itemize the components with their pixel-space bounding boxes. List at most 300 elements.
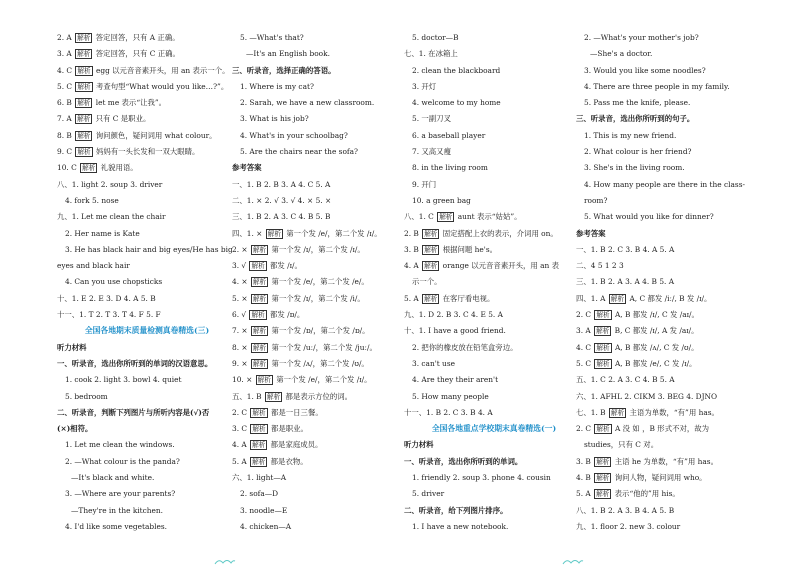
- item-number: 十、1. E: [57, 293, 87, 303]
- item-text: 都发 /ɒ/。: [270, 310, 305, 320]
- answer-line: [576, 242, 756, 258]
- item-number: 3. A: [576, 326, 591, 336]
- item-text: 答定回答，只有 C 正确。: [95, 49, 180, 59]
- answer-line: [576, 340, 756, 356]
- item-text: 询问颜色，疑问词用 what colour。: [95, 130, 217, 140]
- item-number: 四、1. A: [576, 293, 606, 303]
- answer-line: [232, 356, 412, 372]
- item-number: 5. 一副刀叉: [412, 114, 451, 124]
- answer-line: [576, 63, 756, 79]
- item-number: 十一、1. B: [404, 407, 442, 417]
- answer-line: [232, 177, 412, 193]
- analysis-tag: 解析: [252, 457, 266, 466]
- answer-line: [57, 519, 237, 535]
- item-text: 2. E 3. D 4. A 5. B: [88, 293, 156, 303]
- item-text: 主语为单数，“有”用 has。: [629, 407, 719, 417]
- column-4: [576, 30, 756, 535]
- analysis-tag: 解析: [77, 115, 91, 124]
- answer-line: [404, 128, 584, 144]
- item-number: 8. in the living room: [412, 163, 488, 173]
- item-number: 三、听录音，选出你所听到的句子。: [576, 114, 695, 124]
- item-text: 第一个发 /uː/，第二个发 /juː/。: [271, 342, 377, 352]
- item-number: 1. Where is my cat?: [240, 81, 314, 91]
- item-text: A, C 都发 /iː/, B 发 /ɪ/。: [629, 293, 712, 303]
- analysis-tag: 解析: [77, 131, 91, 140]
- item-text: 2. new 3. colour: [619, 521, 681, 531]
- analysis-tag: 解析: [251, 262, 265, 271]
- item-text: 都是表示方位的词。: [285, 391, 353, 401]
- answer-line: [404, 63, 584, 79]
- answer-line: [232, 372, 412, 388]
- item-number: 5. How many people: [412, 391, 489, 401]
- analysis-tag: 解析: [252, 343, 267, 352]
- item-text: 2. B 3. C 4. E 5. A: [436, 310, 503, 320]
- item-number: 九、1. Let me clean the chair: [57, 212, 166, 222]
- item-number: 2. C: [576, 310, 592, 320]
- item-number: studies，只有 C 对。: [584, 440, 659, 450]
- answer-line: [232, 144, 412, 160]
- item-number: 3. B: [404, 244, 419, 254]
- answer-line: [57, 95, 237, 111]
- item-number: 1. Let me clean the windows.: [65, 440, 175, 450]
- answer-line: [576, 356, 756, 372]
- item-number: —It's an English book.: [246, 49, 330, 59]
- answer-line: [576, 30, 756, 46]
- item-text: A, B 都发 /ɪ/, C 发 /aɪ/。: [614, 310, 699, 320]
- answer-line: [576, 470, 756, 486]
- analysis-tag: 解析: [252, 327, 267, 336]
- answer-line: [576, 274, 756, 290]
- item-number: 3. can't use: [412, 358, 455, 368]
- item-number: 1. I have a new notebook.: [412, 521, 509, 531]
- item-number: 4. chicken—A: [240, 521, 292, 531]
- item-number: 示一个。: [412, 277, 442, 287]
- item-text: 都是家庭成员。: [270, 440, 323, 450]
- item-number: 5. A: [404, 293, 419, 303]
- item-text: 2. A 3. B 4. A 5. B: [607, 505, 675, 515]
- answer-line: [576, 323, 756, 339]
- item-number: 参考答案: [232, 163, 262, 173]
- item-number: 5. C: [576, 358, 592, 368]
- item-number: 2. —What's your mother's job?: [584, 33, 699, 42]
- answer-line: [576, 307, 756, 323]
- item-number: 4. C: [57, 65, 73, 75]
- item-number: 2. —What colour is the panda?: [65, 456, 180, 466]
- answer-line: [232, 46, 412, 62]
- item-number: 4. fork: [65, 195, 90, 205]
- analysis-tag: 解析: [251, 311, 265, 320]
- item-number: 五、1. C: [576, 375, 606, 385]
- answer-line: [232, 291, 412, 307]
- answer-line: [576, 503, 756, 519]
- item-number: 3. 开灯: [412, 81, 437, 91]
- page-wave-decoration-left: [214, 557, 236, 566]
- item-number: —They're in the kitchen.: [71, 505, 164, 515]
- answer-line: [232, 160, 412, 176]
- analysis-tag: 解析: [424, 245, 438, 254]
- column-1: [57, 30, 237, 535]
- item-text: 主语 he 为单数，“有”用 has。: [614, 456, 718, 466]
- page-wave-decoration-right: [562, 557, 584, 566]
- part-title: 一、听录音，选出你所听到的单词的汉语意思。: [57, 358, 213, 368]
- item-number: 六、1. AFHL: [576, 391, 623, 401]
- item-text: 2. B 3. A 4. C 5. A: [263, 179, 331, 189]
- answer-line: [232, 63, 412, 79]
- item-number: 三、1. B: [232, 212, 262, 222]
- item-text: 2. CIKM 3. BEG 4. DJNO: [624, 391, 718, 401]
- item-text: 都是衣物。: [270, 456, 308, 466]
- analysis-tag: 解析: [252, 359, 267, 368]
- answer-line: [576, 111, 756, 127]
- item-number: 九、1. floor: [576, 521, 618, 531]
- answer-line: [404, 193, 584, 209]
- item-number: 八、1. C: [404, 212, 434, 222]
- item-number: 3. C: [232, 424, 248, 434]
- item-number: 3. noodle—E: [240, 505, 288, 515]
- item-number: 5. A: [576, 489, 591, 499]
- answer-line: [232, 95, 412, 111]
- answer-line: [404, 242, 584, 258]
- item-number: 1. cook: [65, 375, 92, 385]
- item-number: 4. C: [576, 342, 592, 352]
- answer-line: [404, 226, 584, 242]
- item-text: let me 表示“让我”。: [95, 98, 167, 108]
- answer-line: [232, 79, 412, 95]
- analysis-tag: 解析: [252, 425, 266, 434]
- item-text: B, C 都发 /ɪ/, A 发 /aɪ/。: [614, 326, 699, 336]
- item-text: 第一个发 /ʌ/，第二个发 /ʊ/。: [271, 358, 369, 368]
- analysis-tag: 解析: [252, 245, 267, 254]
- item-number: 6. √: [232, 310, 247, 320]
- item-text: 根据问题 he's。: [442, 244, 498, 254]
- answer-line: [404, 95, 584, 111]
- analysis-tag: 解析: [267, 229, 281, 238]
- answer-line: [57, 486, 237, 502]
- analysis-tag: 解析: [596, 311, 610, 320]
- answer-line: [232, 389, 412, 405]
- item-number: 9. C: [57, 147, 73, 157]
- answer-line: [576, 144, 756, 160]
- item-text: 第一个发 /e/，第二个发 /ɪ/。: [276, 375, 372, 385]
- item-number: 5. Are the chairs near the sofa?: [240, 147, 359, 157]
- answer-line: [404, 177, 584, 193]
- answer-line: [57, 177, 237, 193]
- item-text: 第一个发 /ɒ/，第二个发 /ɒ/。: [271, 326, 370, 336]
- answer-line: [232, 111, 412, 127]
- answer-line: [576, 258, 756, 274]
- listening-title: 听力材料: [404, 440, 434, 450]
- section-heading: 全国各地期末质量检测真卷精选(三): [84, 326, 210, 336]
- item-number: 2. ×: [232, 244, 248, 254]
- answer-line: [232, 307, 412, 323]
- answer-line: [57, 372, 237, 388]
- answer-line: [404, 144, 584, 160]
- item-number: 三、1. B: [576, 277, 606, 287]
- answer-line: [576, 79, 756, 95]
- item-number: 八、1. light: [57, 179, 99, 189]
- answer-line: [57, 144, 237, 160]
- item-number: 2. clean the blackboard: [412, 65, 501, 75]
- item-number: 4. Are they their aren't: [412, 375, 499, 385]
- analysis-tag: 解析: [77, 50, 91, 59]
- answer-line: [404, 405, 584, 421]
- answer-line: [57, 503, 237, 519]
- answer-line: [404, 356, 584, 372]
- item-text: 答定回答，只有 A 正确。: [95, 33, 180, 42]
- item-number: 2. Sarah, we have a new classroom.: [240, 98, 375, 108]
- item-number: 4. ×: [232, 277, 248, 287]
- answer-line: [57, 274, 237, 290]
- answer-line: [404, 30, 584, 46]
- analysis-tag: 解析: [266, 392, 281, 401]
- answer-line: [57, 307, 237, 323]
- item-number: 1. This is my new friend.: [584, 130, 677, 140]
- analysis-tag: 解析: [257, 376, 271, 385]
- answer-line: [232, 323, 412, 339]
- item-number: 3. —Where are your parents?: [65, 489, 176, 499]
- item-text: 2. A 3. C 4. B 5. A: [608, 375, 675, 385]
- item-number: 参考答案: [576, 228, 606, 238]
- item-number: 6. a baseball player: [412, 130, 486, 140]
- answer-line: [404, 372, 584, 388]
- analysis-tag: 解析: [596, 359, 610, 368]
- item-number: 4. What's in your schoolbag?: [240, 130, 348, 140]
- analysis-tag: 解析: [424, 262, 438, 271]
- answer-line: [232, 421, 412, 437]
- item-number: 二、4 5 1 2 3: [576, 261, 624, 271]
- item-text: 询问人物，疑问词用 who。: [614, 473, 707, 483]
- item-number: 8. B: [57, 130, 72, 140]
- answer-line: [232, 454, 412, 470]
- item-text: 第一个发 /e/，第二个发 /e/。: [271, 277, 369, 287]
- answer-line: [576, 160, 756, 176]
- item-text: 礼貌用语。: [100, 163, 138, 173]
- item-number: 三、听录音，选择正确的答语。: [232, 65, 336, 75]
- answer-line: [404, 291, 584, 307]
- item-number: 10. ×: [232, 375, 253, 385]
- item-text: 第一个发 /ɪ/，第二个发 /ɪ/。: [271, 244, 365, 254]
- item-text: 2. T 3. T 4. F 5. F: [95, 310, 161, 320]
- answer-line: [57, 454, 237, 470]
- analysis-tag: 解析: [610, 408, 625, 417]
- analysis-tag: 解析: [596, 425, 610, 434]
- answer-line: [576, 291, 756, 307]
- analysis-tag: 解析: [77, 99, 91, 108]
- answer-line: [232, 437, 412, 453]
- item-number: 一、1. B: [232, 179, 262, 189]
- answer-line: [404, 111, 584, 127]
- item-number: 5. C: [57, 81, 73, 91]
- item-number: 9. 开门: [412, 179, 437, 189]
- answer-line: [232, 209, 412, 225]
- item-text: 表示“他的”用 his。: [614, 489, 680, 499]
- item-number: room?: [584, 195, 608, 205]
- item-number: —She's a doctor.: [590, 49, 653, 59]
- item-number: 3. Would you like some noodles?: [584, 65, 706, 75]
- answer-line: [232, 470, 412, 486]
- item-text: 都发 /ɪ/。: [270, 261, 302, 271]
- item-number: 4. Can you use chopsticks: [65, 277, 163, 287]
- answer-line: [404, 258, 584, 274]
- item-text: 考查句型“What would you like…?”。: [95, 81, 229, 91]
- item-number: 10. a green bag: [412, 195, 471, 205]
- item-number: 3. She's in the living room.: [584, 163, 685, 173]
- item-number: 10. C: [57, 163, 77, 173]
- column-3: [404, 30, 584, 535]
- item-text: 在客厅看电视。: [442, 293, 495, 303]
- item-number: 4. B: [576, 473, 591, 483]
- answer-line: [57, 226, 237, 242]
- item-text: 第一个发 /e/，第二个发 /ɪ/。: [286, 228, 382, 238]
- item-text: 只有 C 是职业。: [95, 114, 151, 124]
- part-title: 二、听录音，给下列图片排序。: [404, 505, 508, 515]
- item-number: 六、1. light—A: [232, 473, 287, 483]
- analysis-tag: 解析: [82, 164, 96, 173]
- item-number: 九、1. D: [404, 310, 435, 320]
- answer-line: [404, 79, 584, 95]
- part-title: 一、听录音，选出你所听到的单词。: [404, 456, 523, 466]
- item-text: 妈妈有一头长发和一双大眼睛。: [95, 147, 200, 157]
- item-number: 3. B: [576, 456, 591, 466]
- item-number: 2. A: [57, 33, 72, 42]
- answer-line: [576, 486, 756, 502]
- answer-line: [232, 405, 412, 421]
- analysis-tag: 解析: [77, 34, 91, 42]
- item-number: 1. friendly: [412, 473, 451, 483]
- answer-line: [232, 519, 412, 535]
- item-text: 2. soup 3. phone 4. cousin: [452, 473, 551, 483]
- answer-line: [404, 340, 584, 356]
- item-text: 2. C 3. B 4. A: [443, 407, 493, 417]
- answer-line: [57, 242, 237, 258]
- answer-line: [57, 209, 237, 225]
- item-text: 2. A 3. A 4. B 5. A: [607, 277, 675, 287]
- answer-line: [576, 177, 756, 193]
- item-text: 都是职业。: [270, 424, 308, 434]
- analysis-tag: 解析: [77, 66, 91, 75]
- item-text: 5. nose: [91, 195, 119, 205]
- answer-line: [57, 291, 237, 307]
- item-number: 二、1. ×: [232, 195, 263, 205]
- item-number: 2. What colour is her friend?: [584, 147, 692, 157]
- answer-line: [404, 160, 584, 176]
- item-text: 2. C 3. B 4. A 5. A: [607, 244, 675, 254]
- item-number: eyes and black hair: [57, 261, 130, 271]
- answer-line: [57, 193, 237, 209]
- part-title: 二、听录音，判断下列图片与所听内容是(√)否: [57, 407, 210, 417]
- item-number: 5. driver: [412, 489, 445, 499]
- answer-line: [232, 503, 412, 519]
- answer-line: [232, 340, 412, 356]
- answer-line: [404, 307, 584, 323]
- item-number: 4. welcome to my home: [412, 98, 501, 108]
- answer-line: [576, 454, 756, 470]
- item-number: 四、1. ×: [232, 228, 263, 238]
- answer-line: [57, 470, 237, 486]
- analysis-tag: 解析: [596, 457, 610, 466]
- item-number: 7. 又高又瘦: [412, 147, 451, 157]
- answer-line: [576, 209, 756, 225]
- item-number: 4. There are three people in my family.: [584, 81, 730, 91]
- item-number: 十、1. I have a good friend.: [404, 326, 506, 336]
- item-number: 十一、1. T: [57, 310, 94, 320]
- analysis-tag: 解析: [77, 148, 91, 157]
- answer-line: [404, 209, 584, 225]
- analysis-tag: 解析: [596, 474, 610, 483]
- item-number: 五、1. B: [232, 391, 262, 401]
- item-number: 4. A: [404, 261, 419, 271]
- answer-line: [57, 437, 237, 453]
- answer-line: [232, 128, 412, 144]
- item-text: A 没 如 ，B 形式不对，故为: [614, 424, 710, 434]
- answer-line: [57, 46, 237, 62]
- answer-line: [404, 323, 584, 339]
- item-number: 6. B: [57, 98, 72, 108]
- answer-line: [576, 95, 756, 111]
- answer-line: [57, 79, 237, 95]
- analysis-tag: 解析: [424, 229, 438, 238]
- answer-line: [576, 46, 756, 62]
- item-text: A, B 都发 /e/, C 发 /ɪ/。: [614, 358, 697, 368]
- answer-line: [57, 63, 237, 79]
- item-number: 8. ×: [232, 342, 248, 352]
- answer-line: [404, 46, 584, 62]
- item-text: aunt 表示“姑姑”。: [457, 212, 522, 222]
- analysis-tag: 解析: [424, 294, 438, 303]
- item-number: 七、1. 在冰箱上: [404, 49, 458, 59]
- answer-line: [576, 421, 756, 437]
- item-number: 2. Her name is Kate: [65, 228, 140, 238]
- analysis-tag: 解析: [252, 278, 267, 287]
- answer-line: [576, 226, 756, 242]
- item-number: 9. ×: [232, 358, 248, 368]
- answer-line: [576, 372, 756, 388]
- item-number: 7. ×: [232, 326, 248, 336]
- answer-line: [576, 519, 756, 535]
- item-number: 3. He has black hair and big eyes/He has big: [65, 244, 233, 254]
- item-text: 第一个发 /ɪ/，第二个发 /i/。: [271, 293, 365, 303]
- item-number: 2. sofa—D: [240, 489, 279, 499]
- analysis-tag: 解析: [610, 294, 625, 303]
- item-text: A, B 都发 /ʌ/, C 发 /ʊ/。: [614, 342, 699, 352]
- item-number: 4. How many people are there in the class-: [584, 179, 745, 189]
- column-2: [232, 30, 412, 535]
- answer-line: [232, 30, 412, 46]
- item-text: 2. A 3. C 4. B 5. B: [263, 212, 331, 222]
- answer-line: [404, 519, 584, 535]
- analysis-tag: 解析: [77, 82, 91, 91]
- answer-line: [576, 389, 756, 405]
- item-number: 2. B: [404, 228, 419, 238]
- answer-line: [232, 193, 412, 209]
- item-number: 4. I'd like some vegetables.: [65, 521, 167, 531]
- answer-line: [232, 274, 412, 290]
- item-number: 5. doctor—B: [412, 33, 459, 42]
- item-number: 2. C: [576, 424, 592, 434]
- item-number: 5. bedroom: [65, 391, 108, 401]
- item-number: 3. √: [232, 261, 247, 271]
- analysis-tag: 解析: [596, 327, 610, 336]
- answer-line: [576, 193, 756, 209]
- item-text: 固定搭配上衣的表示，介词用 on。: [442, 228, 558, 238]
- answer-line: [404, 274, 584, 290]
- analysis-tag: 解析: [252, 408, 266, 417]
- item-number: 7. A: [57, 114, 72, 124]
- answer-line: [232, 486, 412, 502]
- item-number: —It's black and white.: [71, 473, 155, 483]
- answer-line: [57, 30, 237, 46]
- answer-line: [404, 389, 584, 405]
